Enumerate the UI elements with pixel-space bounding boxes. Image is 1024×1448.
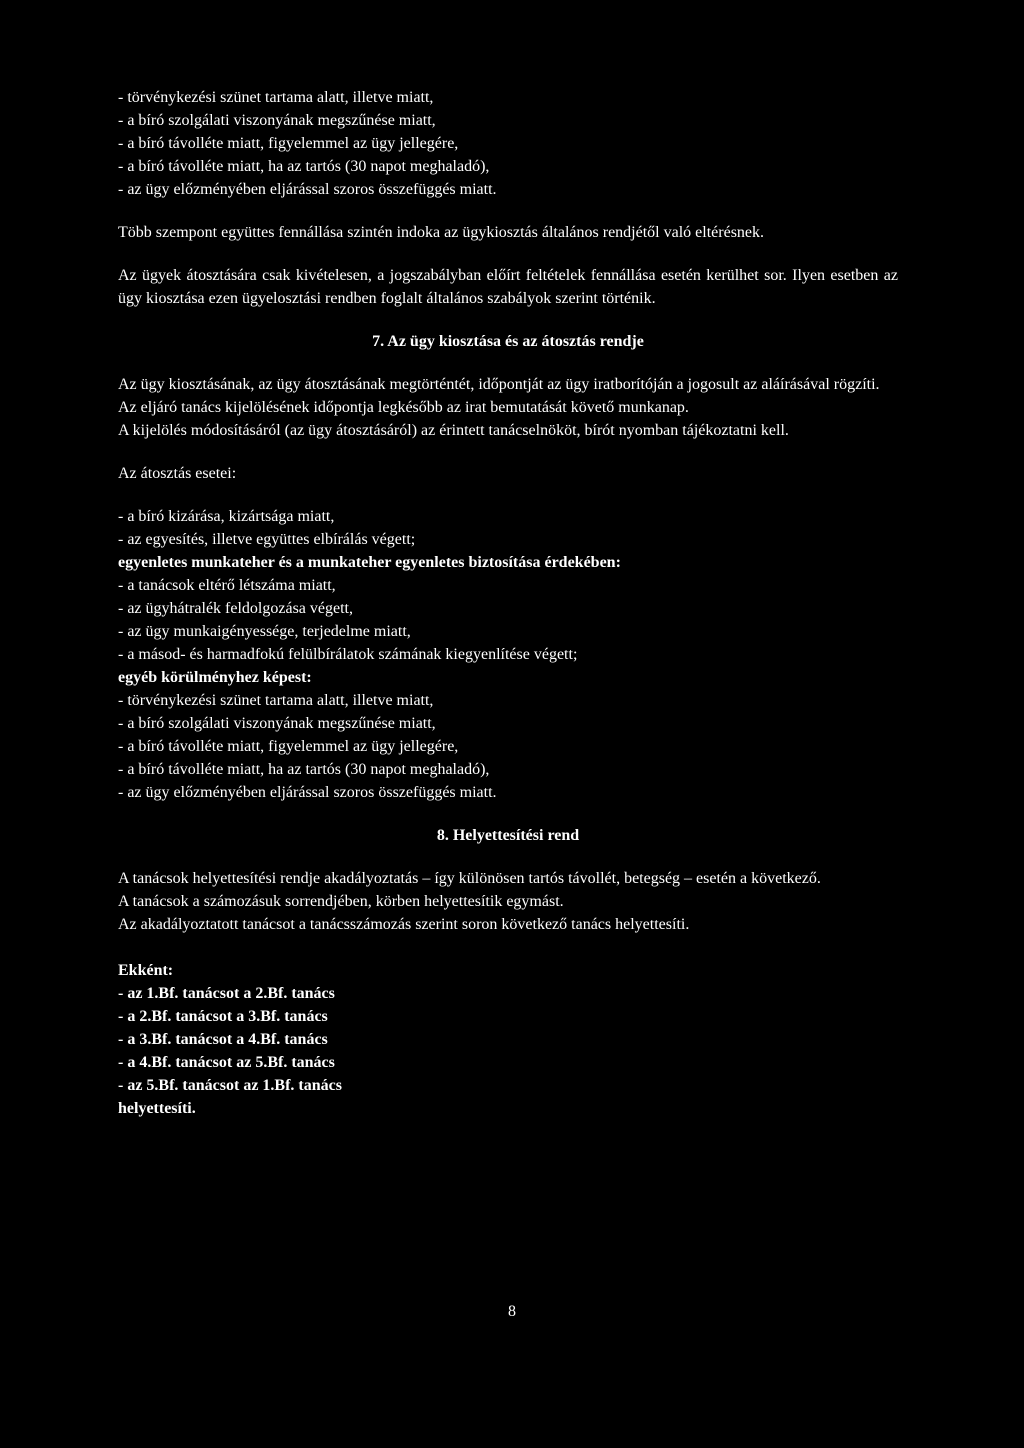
- list-item: - a bíró távolléte miatt, ha az tartós (30 napot meghaladó),: [118, 761, 490, 778]
- paragraph-reassignment: Az ügyek átosztására csak kivételesen, a jogszabályban előírt feltételek fennállása esetén kerülhet sor. Ilyen esetben az ügy kiosztása ezen ügyelosztási rendben foglalt általános szabályok szerint történik.: [118, 267, 898, 307]
- cases-bold-subheading: egyenletes munkateher és a munkateher egyenletes biztosítása érdekében:: [118, 554, 621, 571]
- list-item: - törvénykezési szünet tartama alatt, illetve miatt,: [118, 89, 434, 106]
- section-7-paragraph-2: Az eljáró tanács kijelölésének időpontja legkésőbb az irat bemutatását követő munkanap.: [118, 399, 689, 416]
- section-8-paragraph-1: A tanácsok helyettesítési rendje akadályoztatás – így különösen tartós távollét, betegség – esetén a következő.: [118, 870, 821, 887]
- ekkent-list: [118, 959, 898, 1120]
- list-item: - az 1.Bf. tanácsot a 2.Bf. tanács: [118, 985, 335, 1002]
- section-7-heading: 7. Az ügy kiosztása és az átosztás rendje: [372, 333, 644, 350]
- top-list: [118, 86, 898, 201]
- list-item: - az ügy munkaigényessége, terjedelme miatt,: [118, 623, 411, 640]
- list-item: - az ügy előzményében eljárással szoros összefüggés miatt.: [118, 181, 497, 198]
- list-item: - a bíró távolléte miatt, ha az tartós (30 napot meghaladó),: [118, 158, 490, 175]
- ekkent-end: helyettesíti.: [118, 1100, 196, 1117]
- list-item: - az egyesítés, illetve együttes elbírálás végett;: [118, 531, 416, 548]
- list-item: - a 4.Bf. tanácsot az 5.Bf. tanács: [118, 1054, 335, 1071]
- list-item: - a bíró kizárása, kizártsága miatt,: [118, 508, 335, 525]
- document-page: [118, 86, 898, 1120]
- list-item: - az ügy előzményében eljárással szoros összefüggés miatt.: [118, 784, 497, 801]
- section-7-paragraph-1: Az ügy kiosztásának, az ügy átosztásának megtörténtét, időpontját az ügy iratborítóján a jogosult az aláírásával rögzíti.: [118, 376, 880, 393]
- list-item: - a bíró szolgálati viszonyának megszűnése miatt,: [118, 715, 436, 732]
- list-item: - a másod- és harmadfokú felülbírálatok számának kiegyenlítése végett;: [118, 646, 578, 663]
- list-item: - az 5.Bf. tanácsot az 1.Bf. tanács: [118, 1077, 342, 1094]
- list-item: - a bíró távolléte miatt, figyelemmel az ügy jellegére,: [118, 135, 459, 152]
- list-item: - törvénykezési szünet tartama alatt, illetve miatt,: [118, 692, 434, 709]
- paragraph-multiple-criteria: Több szempont együttes fennállása szintén indoka az ügykiosztás általános rendjétől való eltérésnek.: [118, 224, 765, 241]
- list-item: - a tanácsok eltérő létszáma miatt,: [118, 577, 336, 594]
- section-7-paragraph-3: A kijelölés módosításáról (az ügy átosztásáról) az érintett tanácselnököt, bírót nyomban tájékoztatni kell.: [118, 422, 789, 439]
- section-8-heading: 8. Helyettesítési rend: [436, 827, 580, 844]
- page-number: 8: [508, 1303, 516, 1320]
- list-item: - a 3.Bf. tanácsot a 4.Bf. tanács: [118, 1031, 328, 1048]
- cases-list: [118, 505, 898, 804]
- cases-title: Az átosztás esetei:: [118, 465, 237, 482]
- section-8-paragraph-3: Az akadályoztatott tanácsot a tanácsszámozás szerint soron következő tanács helyettesíti.: [118, 916, 690, 933]
- list-item: - a 2.Bf. tanácsot a 3.Bf. tanács: [118, 1008, 328, 1025]
- list-item: - a bíró távolléte miatt, figyelemmel az ügy jellegére,: [118, 738, 459, 755]
- list-item: - az ügyhátralék feldolgozása végett,: [118, 600, 353, 617]
- list-item: - a bíró szolgálati viszonyának megszűnése miatt,: [118, 112, 436, 129]
- ekkent-title: Ekként:: [118, 962, 174, 979]
- cases-bold-subheading: egyéb körülményhez képest:: [118, 669, 312, 686]
- section-8-paragraph-2: A tanácsok a számozásuk sorrendjében, körben helyettesítik egymást.: [118, 893, 564, 910]
